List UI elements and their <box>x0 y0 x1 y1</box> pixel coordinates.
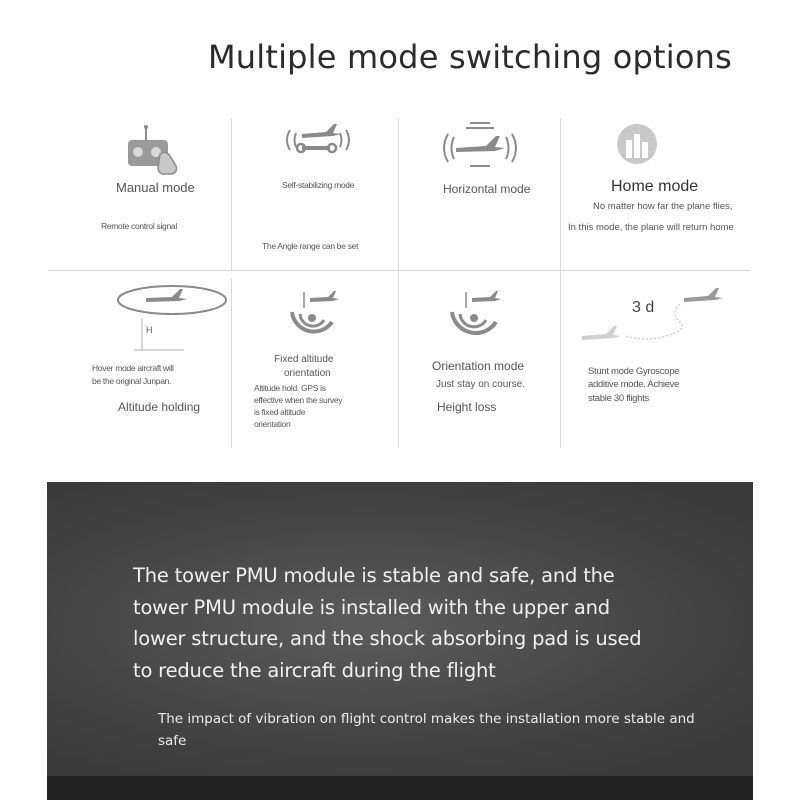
hover-circle-icon <box>112 282 232 352</box>
mode-desc: effective when the survey <box>254 395 343 405</box>
mode-desc: stable 30 flights <box>588 393 649 404</box>
divider <box>48 270 750 271</box>
mode-desc: is fixed altitude <box>254 407 306 417</box>
mode-name: Home mode <box>611 178 699 195</box>
icon-label: H <box>146 325 153 335</box>
remote-control-icon <box>120 124 182 176</box>
orientation-target-icon <box>440 288 514 348</box>
headline-line: to reduce the aircraft during the flight <box>133 658 496 682</box>
mode-desc: Altitude hold. GPS is <box>254 383 326 393</box>
divider <box>398 118 399 448</box>
wrench-plane-icon <box>284 120 352 160</box>
level-plane-icon <box>440 120 520 172</box>
mode-desc: The Angle range can be set <box>262 241 359 251</box>
mode-desc: Hover mode aircraft will <box>92 363 174 373</box>
gps-target-icon <box>280 288 350 348</box>
divider <box>560 118 561 448</box>
divider <box>231 118 232 270</box>
mode-badge: 3 d <box>632 299 655 316</box>
mode-desc: Just stay on course. <box>436 379 525 390</box>
headline-line: tower PMU module is installed with the upper and <box>133 595 610 619</box>
banner-bottom-shade <box>47 776 753 800</box>
mode-desc: be the original Junpan. <box>92 376 172 386</box>
mode-name: orientation <box>284 368 331 379</box>
mode-desc: Stunt mode Gyroscope <box>588 366 680 377</box>
mode-desc: In this mode, the plane will return home <box>568 222 734 233</box>
mode-name: Manual mode <box>116 180 195 195</box>
mode-name: Altitude holding <box>118 400 201 414</box>
mode-desc: No matter how far the plane flies, <box>593 201 733 212</box>
info-banner <box>47 482 753 800</box>
mode-name: Fixed altitude <box>274 354 334 365</box>
banner-headline <box>133 560 693 686</box>
mode-extra: Height loss <box>437 400 497 414</box>
mode-grid <box>48 118 750 448</box>
banner-note <box>158 708 718 752</box>
note-line: safe <box>158 733 187 749</box>
mode-desc: additive mode. Achieve <box>588 379 680 390</box>
mode-desc: orientation <box>254 419 291 429</box>
mode-name: Self-stabilizing mode <box>282 180 355 190</box>
stunt-planes-icon <box>580 282 750 344</box>
page-title: Multiple mode switching options <box>207 38 733 76</box>
headline-line: lower structure, and the shock absorbing pad is used <box>133 627 642 650</box>
mode-desc: Remote control signal <box>101 221 177 231</box>
mode-name: Horizontal mode <box>443 182 531 196</box>
home-building-icon <box>614 122 660 166</box>
headline-line: The tower PMU module is stable and safe, and the <box>133 564 615 587</box>
note-line: The impact of vibration on flight control makes the installation more stable and <box>158 711 695 727</box>
mode-name: Orientation mode <box>432 359 525 373</box>
